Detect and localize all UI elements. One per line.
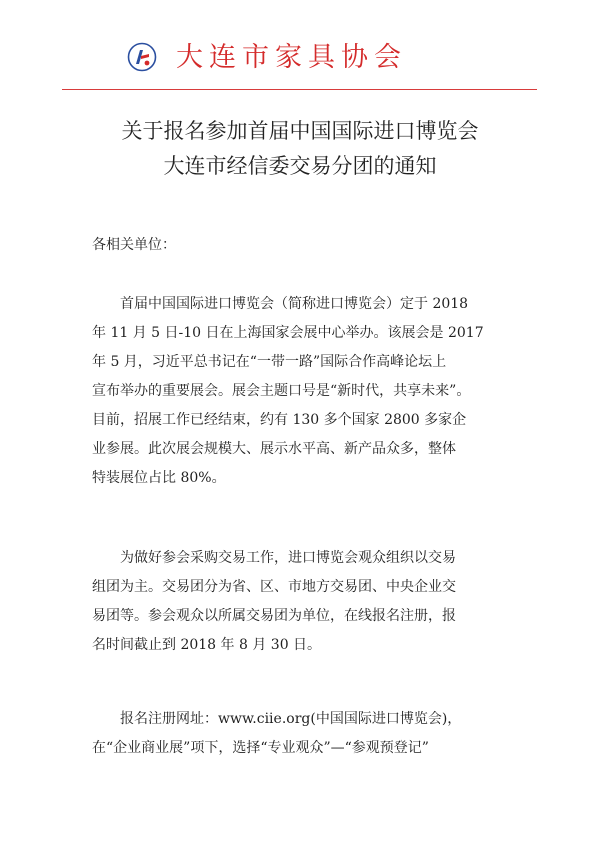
paragraph-line: 年 5 月，习近平总书记在“一带一路”国际合作高峰论坛上 xyxy=(92,354,447,370)
association-logo-icon xyxy=(127,42,157,72)
paragraph-2 xyxy=(92,544,512,660)
salutation: 各相关单位： xyxy=(92,237,176,253)
organization-name: 大连市家具协会 xyxy=(176,42,407,73)
paragraph-line: 特装展位占比 80%。 xyxy=(92,470,226,486)
header-divider xyxy=(62,89,537,90)
paragraph-line: 为做好参会采购交易工作，进口博览会观众组织以交易 xyxy=(120,550,456,566)
paragraph-line: 业参展。此次展会规模大、展示水平高、新产品众多，整体 xyxy=(92,441,456,457)
paragraph-3 xyxy=(92,705,512,763)
notice-title-line-2: 大连市经信委交易分团的通知 xyxy=(163,154,437,178)
paragraph-line: 宣布举办的重要展会。展会主题口号是“新时代，共享未来”。 xyxy=(92,383,471,399)
paragraph-line: 年 11 月 5 日-10 日在上海国家会展中心举办。该展会是 2017 xyxy=(92,325,484,341)
paragraph-line: 目前，招展工作已经结束，约有 130 多个国家 2800 多家企 xyxy=(92,412,467,428)
paragraph-1 xyxy=(92,290,512,493)
paragraph-line: 易团等。参会观众以所属交易团为单位，在线报名注册，报 xyxy=(92,608,456,624)
letterhead xyxy=(0,38,600,78)
paragraph-line: 组团为主。交易团分为省、区、市地方交易团、中央企业交 xyxy=(92,579,456,595)
paragraph-line: 名时间截止到 2018 年 8 月 30 日。 xyxy=(92,637,322,653)
paragraph-line: 首届中国国际进口博览会（简称进口博览会）定于 2018 xyxy=(120,296,469,312)
notice-title-line-1: 关于报名参加首届中国国际进口博览会 xyxy=(121,119,479,143)
paragraph-line: 在“企业商业展”项下，选择“专业观众”—“参观预登记” xyxy=(92,740,429,756)
paragraph-line: 报名注册网址：www.ciie.org(中国国际进口博览会)， xyxy=(120,711,462,727)
